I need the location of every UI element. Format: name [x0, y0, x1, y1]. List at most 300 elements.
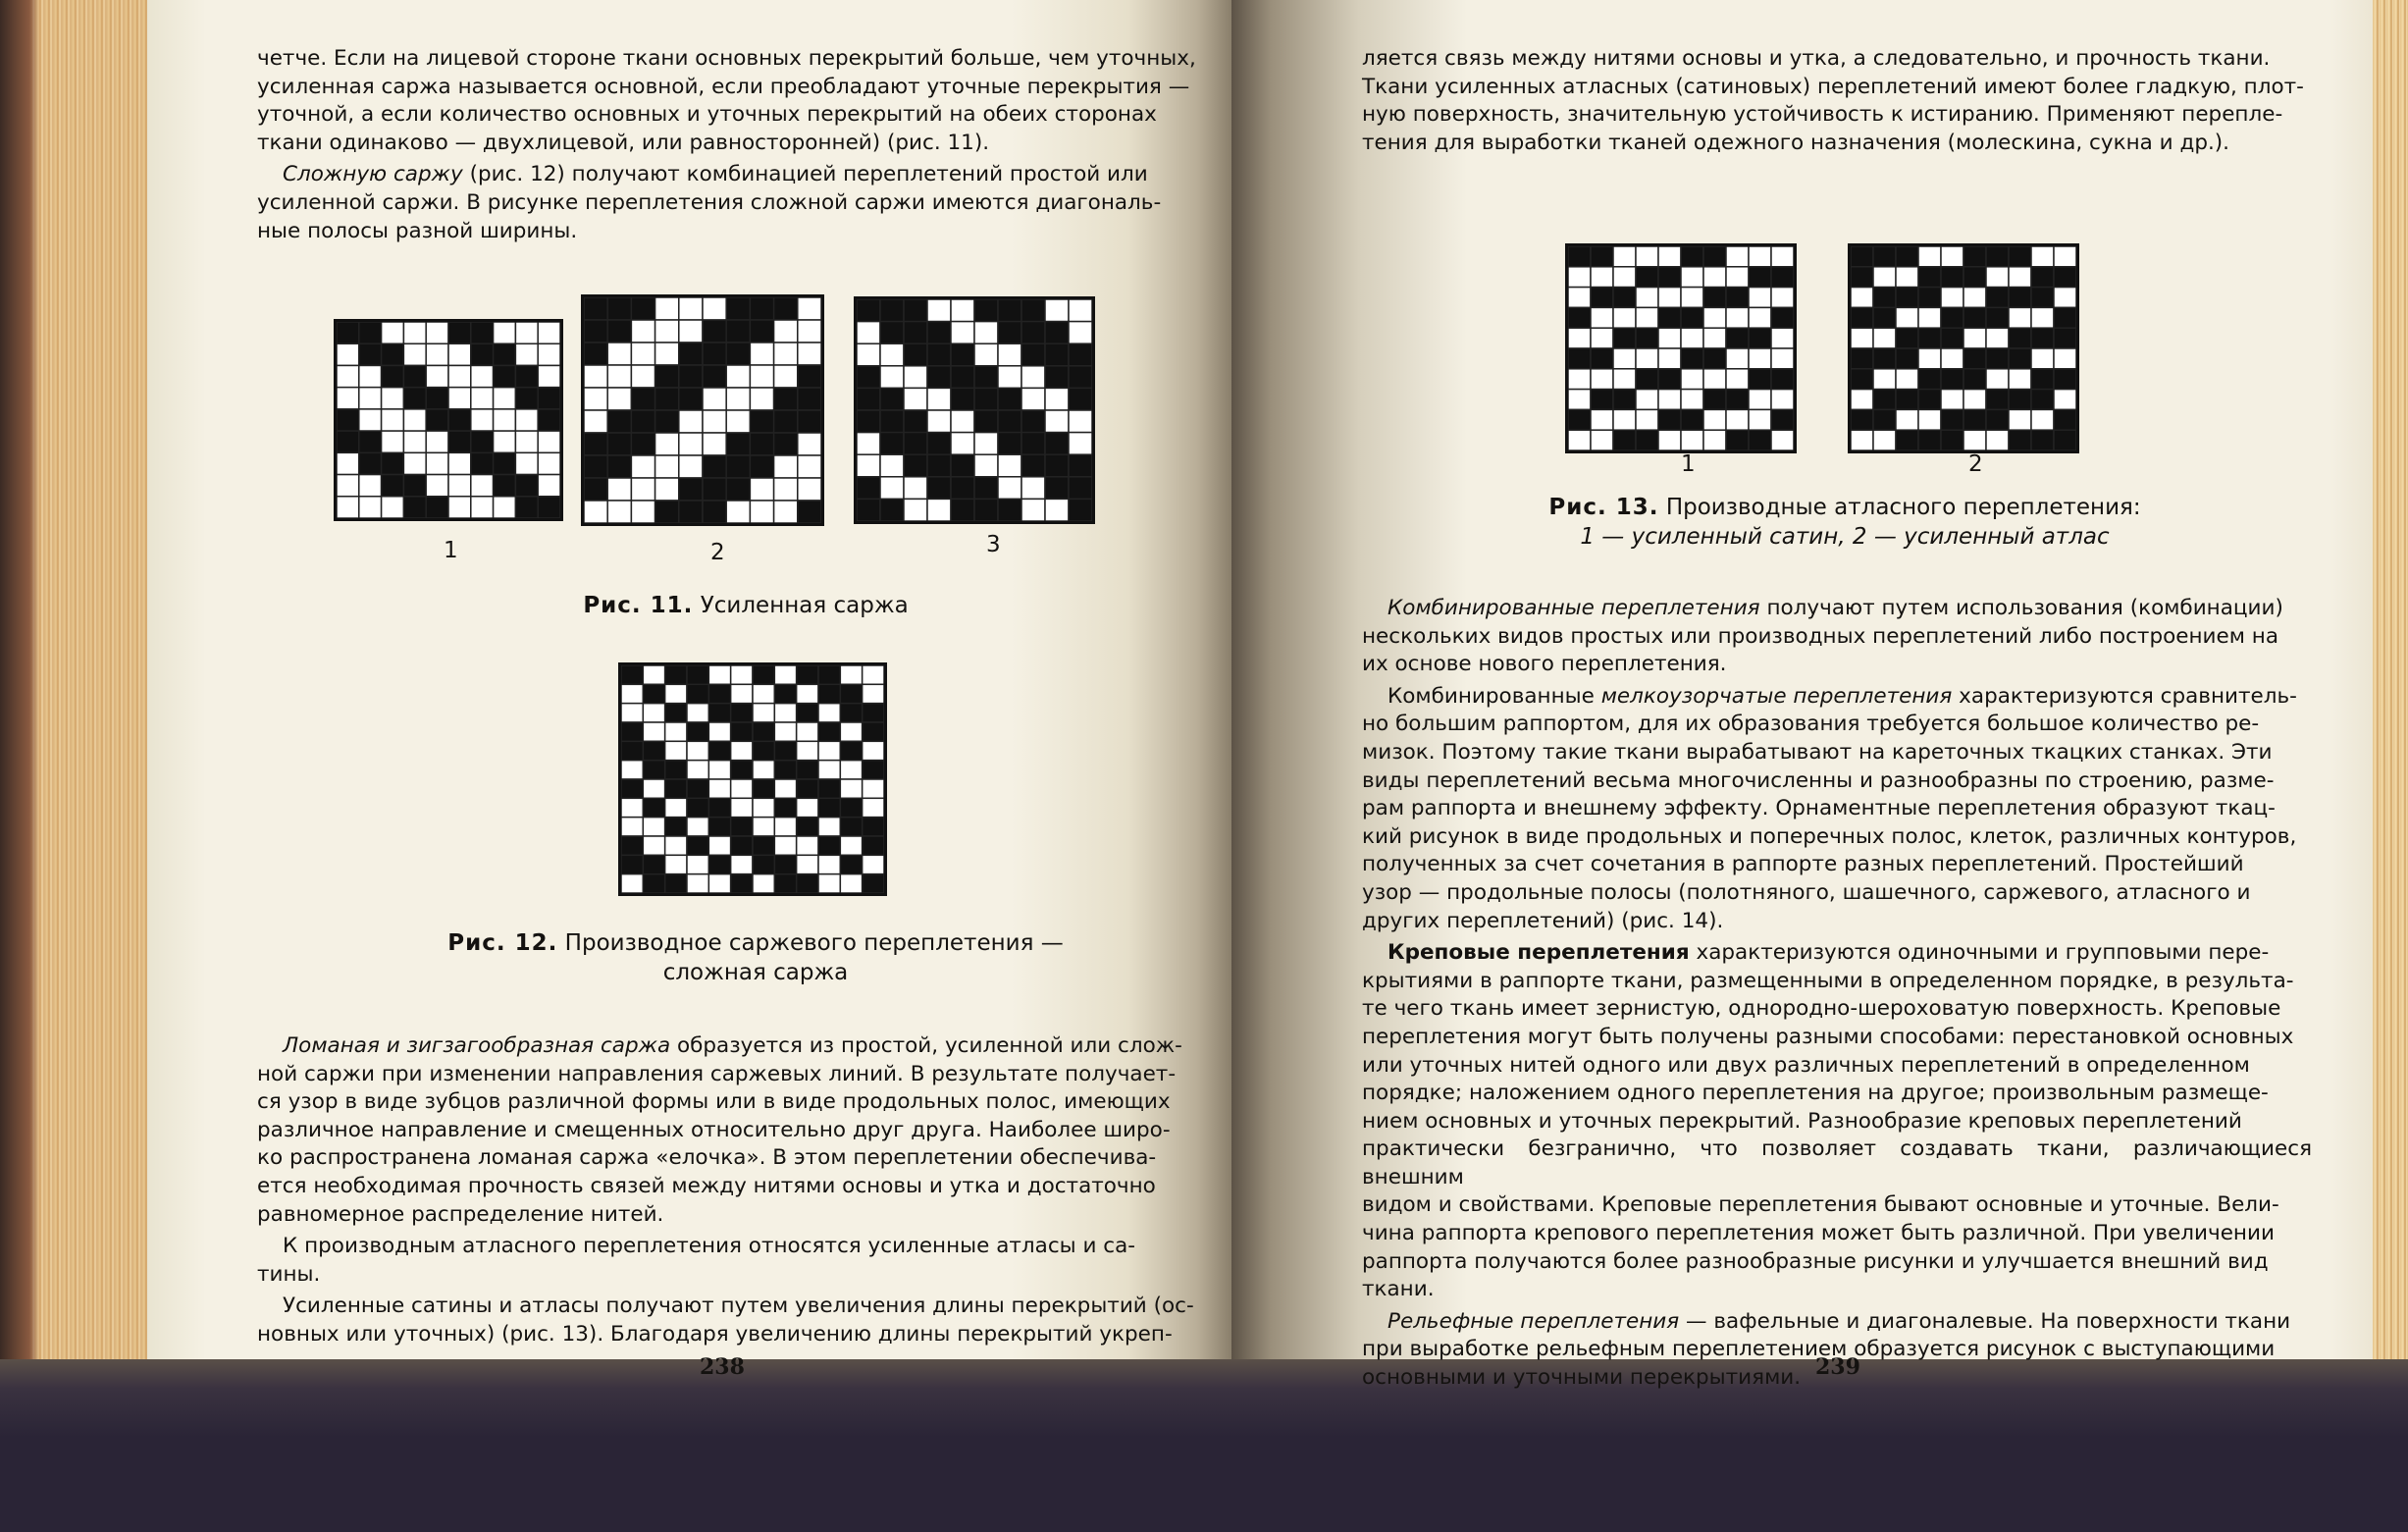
weave-cell	[998, 410, 1021, 433]
weave-cell	[448, 343, 471, 365]
weave-pattern	[857, 299, 1092, 521]
weave-cell	[1986, 288, 2009, 308]
weave-cell	[1703, 328, 1726, 348]
weave-cell	[840, 704, 862, 722]
weave-cell	[1021, 343, 1045, 366]
weave-cell	[774, 665, 796, 684]
weave-cell	[337, 452, 359, 474]
weave-cell	[840, 836, 862, 855]
weave-cell	[1658, 409, 1681, 430]
weave-cell	[1749, 288, 1771, 308]
weave-cell	[1681, 369, 1703, 390]
weave-cell	[1568, 246, 1591, 267]
weave-cell	[1986, 348, 2009, 369]
weave-cell	[1941, 409, 1963, 430]
weave-cell	[538, 343, 560, 365]
weave-cell	[1896, 390, 1918, 410]
weave-cell	[1568, 288, 1591, 308]
weave-cell	[679, 388, 703, 410]
term-small-pattern: мелкоузорчатые переплетения	[1600, 683, 1953, 709]
weave-cell	[1568, 267, 1591, 288]
weave-cell	[774, 455, 798, 478]
weave-pattern	[337, 322, 560, 518]
weave-cell	[584, 433, 607, 455]
weave-cell	[840, 665, 862, 684]
weave-cell	[515, 497, 538, 518]
weave-cell	[359, 322, 382, 343]
weave-cell	[880, 299, 904, 322]
weave-cell	[951, 299, 974, 322]
weave-cell	[515, 343, 538, 365]
weave-cell	[1941, 348, 1963, 369]
weave-cell	[1045, 454, 1069, 477]
weave-cell	[1636, 369, 1658, 390]
weave-cell	[750, 433, 773, 455]
weave-cell	[1021, 433, 1045, 455]
weave-cell	[753, 665, 774, 684]
weave-cell	[904, 499, 927, 521]
weave-cell	[951, 322, 974, 344]
weave-cell	[774, 433, 798, 455]
weave-cell	[1591, 430, 1613, 450]
weave-cell	[818, 855, 840, 873]
weave-cell	[726, 365, 750, 388]
weave-cell	[1749, 267, 1771, 288]
left-para-1: четче. Если на лицевой стороне ткани основных перекрытий больше, чем уточных, усиленная саржа называется основной, если преобладают уточные перекрытия — уточной, а если количество основных и уточных перекрытий на обеих сторонах ткани одинаково — двухлицевой, или равносторонней) (рис. 11). Сложную саржу (рис. 12) получают комбинацией переплетений простой или усиленной саржи. В рисунке переплетения сложной саржи имеются диагональ- ные полосы разной ширины.	[257, 46, 1196, 243]
weave-cell	[863, 761, 884, 779]
weave-cell	[750, 320, 773, 343]
weave-cell	[1681, 307, 1703, 328]
weave-cell	[1613, 369, 1636, 390]
weave-cell	[1771, 288, 1794, 308]
weave-cell	[798, 297, 821, 320]
weave-cell	[1851, 348, 1873, 369]
weave-cell	[1986, 390, 2009, 410]
weave-cell	[1658, 307, 1681, 328]
weave-cell	[703, 343, 726, 365]
weave-cell	[337, 475, 359, 497]
weave-cell	[880, 499, 904, 521]
weave-cell	[1591, 288, 1613, 308]
weave-pattern	[584, 297, 821, 523]
weave-cell	[840, 722, 862, 741]
weave-cell	[1941, 390, 1963, 410]
weave-cell	[1658, 430, 1681, 450]
weave-cell	[951, 410, 974, 433]
weave-cell	[1918, 288, 1941, 308]
weave-cell	[403, 452, 426, 474]
weave-cell	[631, 410, 654, 433]
weave-cell	[753, 761, 774, 779]
weave-cell	[1636, 246, 1658, 267]
weave-cell	[1963, 307, 1986, 328]
weave-cell	[448, 409, 471, 431]
weave-cell	[1613, 430, 1636, 450]
weave-cell	[665, 722, 687, 741]
weave-cell	[382, 343, 404, 365]
weave-cell	[426, 365, 448, 387]
weave-cell	[880, 343, 904, 366]
weave-cell	[1896, 348, 1918, 369]
weave-cell	[1726, 288, 1749, 308]
weave-cell	[703, 388, 726, 410]
weave-cell	[403, 431, 426, 452]
weave-cell	[621, 741, 643, 760]
weave-cell	[403, 497, 426, 518]
fig13-label-2: 2	[1968, 451, 1983, 477]
weave-cell	[426, 343, 448, 365]
weave-cell	[679, 410, 703, 433]
weave-cell	[840, 798, 862, 817]
weave-cell	[818, 665, 840, 684]
weave-cell	[1963, 348, 1986, 369]
weave-cell	[426, 452, 448, 474]
weave-cell	[1658, 390, 1681, 410]
weave-cell	[1986, 328, 2009, 348]
weave-cell	[1069, 322, 1092, 344]
weave-cell	[621, 779, 643, 798]
weave-cell	[2009, 246, 2031, 267]
weave-cell	[798, 478, 821, 501]
weave-cell	[1636, 328, 1658, 348]
weave-cell	[665, 798, 687, 817]
weave-cell	[1986, 307, 2009, 328]
weave-cell	[750, 478, 773, 501]
weave-cell	[515, 475, 538, 497]
weave-cell	[1918, 430, 1941, 450]
weave-cell	[708, 855, 730, 873]
weave-cell	[2009, 328, 2031, 348]
weave-cell	[1963, 430, 1986, 450]
weave-cell	[687, 761, 708, 779]
weave-cell	[631, 297, 654, 320]
weave-pattern	[1851, 246, 2076, 450]
weave-cell	[2031, 328, 2054, 348]
weave-cell	[1851, 430, 1873, 450]
weave-cell	[643, 779, 664, 798]
weave-cell	[1749, 430, 1771, 450]
weave-cell	[1069, 454, 1092, 477]
weave-cell	[403, 409, 426, 431]
weave-cell	[774, 855, 796, 873]
weave-cell	[998, 454, 1021, 477]
weave-cell	[798, 388, 821, 410]
weave-cell	[679, 320, 703, 343]
weave-cell	[1613, 390, 1636, 410]
weave-cell	[818, 741, 840, 760]
weave-cell	[797, 798, 818, 817]
weave-cell	[726, 388, 750, 410]
weave-cell	[2031, 267, 2054, 288]
weave-cell	[494, 497, 516, 518]
weave-cell	[1749, 390, 1771, 410]
weave-cell	[840, 761, 862, 779]
weave-cell	[655, 478, 679, 501]
weave-cell	[1963, 369, 1986, 390]
weave-cell	[731, 818, 753, 836]
weave-cell	[621, 684, 643, 703]
weave-cell	[1568, 390, 1591, 410]
fig11-grid-2	[581, 294, 824, 526]
weave-cell	[1658, 288, 1681, 308]
weave-cell	[1873, 369, 1896, 390]
weave-cell	[708, 818, 730, 836]
weave-cell	[731, 741, 753, 760]
weave-cell	[708, 779, 730, 798]
weave-cell	[359, 409, 382, 431]
weave-cell	[665, 741, 687, 760]
weave-cell	[655, 388, 679, 410]
weave-cell	[1918, 409, 1941, 430]
weave-cell	[584, 410, 607, 433]
weave-cell	[904, 433, 927, 455]
weave-cell	[494, 365, 516, 387]
weave-cell	[1851, 267, 1873, 288]
weave-cell	[515, 409, 538, 431]
weave-cell	[2009, 348, 2031, 369]
weave-cell	[1591, 409, 1613, 430]
weave-cell	[726, 433, 750, 455]
weave-cell	[1873, 430, 1896, 450]
weave-cell	[880, 388, 904, 410]
weave-cell	[1045, 388, 1069, 410]
weave-cell	[2031, 430, 2054, 450]
weave-cell	[687, 704, 708, 722]
weave-cell	[2031, 307, 2054, 328]
weave-cell	[1613, 307, 1636, 328]
weave-cell	[1021, 322, 1045, 344]
weave-cell	[631, 343, 654, 365]
weave-cell	[382, 388, 404, 409]
weave-cell	[655, 343, 679, 365]
weave-cell	[1021, 410, 1045, 433]
weave-cell	[607, 410, 631, 433]
weave-cell	[665, 684, 687, 703]
weave-cell	[607, 320, 631, 343]
weave-cell	[538, 409, 560, 431]
weave-cell	[1568, 430, 1591, 450]
weave-cell	[708, 665, 730, 684]
weave-cell	[426, 497, 448, 518]
weave-cell	[494, 452, 516, 474]
weave-cell	[359, 343, 382, 365]
weave-cell	[1045, 499, 1069, 521]
weave-cell	[1658, 267, 1681, 288]
page-number-right: 239	[1815, 1354, 1860, 1380]
weave-cell	[731, 665, 753, 684]
weave-cell	[403, 388, 426, 409]
weave-cell	[1045, 366, 1069, 389]
weave-cell	[818, 722, 840, 741]
weave-cell	[857, 343, 880, 366]
weave-cell	[750, 365, 773, 388]
weave-cell	[1681, 246, 1703, 267]
weave-cell	[584, 297, 607, 320]
weave-cell	[538, 322, 560, 343]
weave-cell	[1771, 328, 1794, 348]
weave-cell	[818, 779, 840, 798]
weave-cell	[515, 322, 538, 343]
weave-cell	[494, 475, 516, 497]
weave-cell	[1941, 288, 1963, 308]
weave-cell	[1986, 246, 2009, 267]
weave-cell	[631, 478, 654, 501]
weave-cell	[621, 874, 643, 893]
weave-cell	[1749, 307, 1771, 328]
weave-cell	[621, 855, 643, 873]
weave-cell	[382, 322, 404, 343]
weave-cell	[974, 433, 998, 455]
weave-cell	[655, 410, 679, 433]
weave-cell	[1873, 288, 1896, 308]
weave-cell	[1873, 328, 1896, 348]
weave-cell	[951, 366, 974, 389]
weave-cell	[726, 455, 750, 478]
weave-cell	[1873, 390, 1896, 410]
weave-cell	[2031, 369, 2054, 390]
weave-cell	[998, 388, 1021, 410]
weave-cell	[471, 452, 494, 474]
weave-cell	[798, 320, 821, 343]
weave-cell	[774, 874, 796, 893]
weave-cell	[1986, 369, 2009, 390]
weave-cell	[1703, 267, 1726, 288]
weave-cell	[998, 366, 1021, 389]
weave-cell	[1749, 348, 1771, 369]
weave-cell	[818, 874, 840, 893]
weave-cell	[655, 320, 679, 343]
weave-cell	[607, 297, 631, 320]
fig12-caption: Рис. 12. Производное саржевого переплетения — сложная саржа	[447, 930, 1064, 985]
weave-cell	[655, 501, 679, 523]
weave-cell	[797, 684, 818, 703]
weave-cell	[1568, 409, 1591, 430]
weave-cell	[798, 343, 821, 365]
weave-cell	[515, 365, 538, 387]
weave-cell	[1918, 246, 1941, 267]
weave-cell	[1568, 328, 1591, 348]
weave-cell	[753, 836, 774, 855]
weave-cell	[797, 741, 818, 760]
weave-cell	[631, 320, 654, 343]
weave-cell	[448, 452, 471, 474]
weave-cell	[621, 722, 643, 741]
weave-cell	[1896, 246, 1918, 267]
weave-cell	[927, 499, 951, 521]
weave-cell	[731, 704, 753, 722]
weave-cell	[703, 320, 726, 343]
weave-cell	[753, 855, 774, 873]
weave-cell	[2054, 430, 2076, 450]
weave-cell	[1591, 307, 1613, 328]
weave-cell	[1021, 499, 1045, 521]
weave-cell	[951, 454, 974, 477]
weave-cell	[2054, 348, 2076, 369]
weave-cell	[1703, 288, 1726, 308]
weave-cell	[798, 410, 821, 433]
weave-cell	[731, 722, 753, 741]
weave-cell	[1851, 369, 1873, 390]
weave-cell	[1568, 369, 1591, 390]
fig13-grid-2	[1848, 243, 2079, 453]
weave-cell	[726, 297, 750, 320]
weave-cell	[1941, 328, 1963, 348]
weave-cell	[863, 874, 884, 893]
weave-cell	[359, 452, 382, 474]
weave-cell	[426, 409, 448, 431]
weave-cell	[1681, 328, 1703, 348]
weave-cell	[798, 501, 821, 523]
weave-cell	[927, 410, 951, 433]
weave-cell	[753, 722, 774, 741]
weave-cell	[863, 855, 884, 873]
weave-cell	[1636, 430, 1658, 450]
weave-cell	[753, 684, 774, 703]
term-crepe: Креповые переплетения	[1387, 940, 1690, 966]
weave-cell	[607, 433, 631, 455]
weave-cell	[857, 477, 880, 500]
weave-cell	[1069, 499, 1092, 521]
weave-cell	[1771, 267, 1794, 288]
weave-cell	[584, 365, 607, 388]
weave-cell	[1749, 328, 1771, 348]
weave-cell	[1851, 328, 1873, 348]
weave-cell	[1613, 267, 1636, 288]
weave-cell	[708, 761, 730, 779]
page-number-left: 238	[700, 1354, 745, 1380]
weave-cell	[1021, 299, 1045, 322]
weave-cell	[1941, 246, 1963, 267]
weave-cell	[2009, 390, 2031, 410]
weave-cell	[951, 388, 974, 410]
weave-cell	[426, 322, 448, 343]
weave-cell	[1069, 299, 1092, 322]
weave-cell	[1069, 343, 1092, 366]
term-complex-twill: Сложную саржу	[283, 162, 463, 187]
weave-cell	[621, 818, 643, 836]
weave-cell	[880, 366, 904, 389]
fig11-label-2: 2	[710, 540, 725, 565]
weave-cell	[471, 409, 494, 431]
weave-cell	[1851, 288, 1873, 308]
weave-cell	[753, 798, 774, 817]
weave-cell	[1749, 409, 1771, 430]
weave-cell	[1726, 369, 1749, 390]
weave-cell	[403, 343, 426, 365]
weave-cell	[2031, 348, 2054, 369]
weave-cell	[1851, 307, 1873, 328]
weave-cell	[750, 410, 773, 433]
weave-cell	[880, 477, 904, 500]
weave-cell	[904, 477, 927, 500]
weave-cell	[1658, 348, 1681, 369]
weave-cell	[1703, 348, 1726, 369]
weave-cell	[471, 365, 494, 387]
weave-cell	[774, 741, 796, 760]
weave-cell	[621, 798, 643, 817]
weave-cell	[1681, 409, 1703, 430]
weave-cell	[631, 433, 654, 455]
weave-cell	[607, 455, 631, 478]
weave-cell	[448, 431, 471, 452]
weave-cell	[337, 431, 359, 452]
weave-cell	[1591, 348, 1613, 369]
weave-cell	[951, 433, 974, 455]
weave-cell	[1963, 328, 1986, 348]
weave-cell	[1703, 246, 1726, 267]
weave-cell	[2009, 430, 2031, 450]
weave-cell	[703, 410, 726, 433]
